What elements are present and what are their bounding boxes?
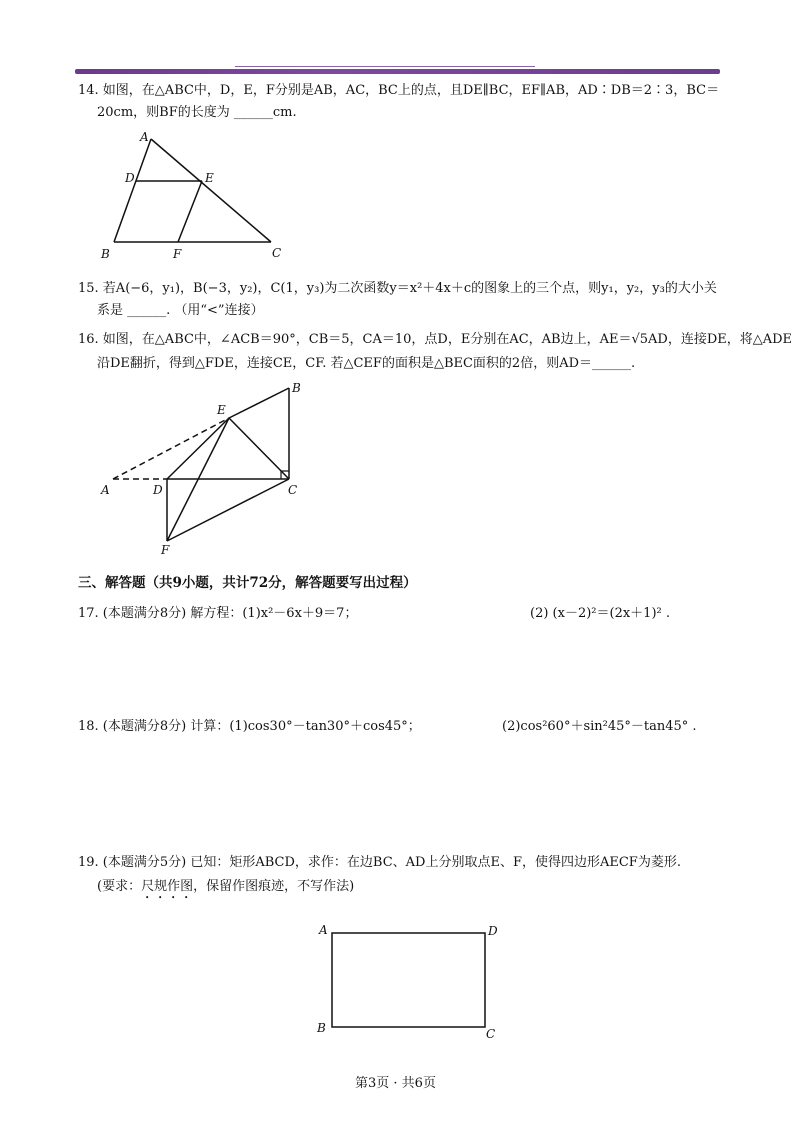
q17-part-1: 17. (本题满分8分) 解方程：(1)x²－6x＋9＝7；	[78, 606, 358, 621]
q19-label-c: C	[486, 1027, 496, 1041]
q16-label-a: A	[101, 483, 110, 497]
q15-line-2: 系是 ______. （用“<”连接）	[97, 303, 264, 318]
q19-rectangle-abcd	[332, 933, 485, 1027]
q16-label-f: F	[161, 543, 170, 557]
q14-label-d: D	[125, 171, 135, 185]
q16-label-e: E	[217, 403, 226, 417]
page-footer: 第3页 · 共6页	[355, 1076, 436, 1091]
q16-triangle-figure	[95, 378, 320, 558]
q14-segment-ac	[151, 139, 271, 242]
q16-segment-eb	[229, 388, 289, 418]
q19-requirement-suffix: ，保留作图痕迹，不写作法)	[193, 879, 355, 894]
q19-label-a: A	[319, 923, 328, 937]
q19-line-2	[97, 878, 354, 902]
q14-label-c: C	[272, 246, 282, 260]
q19-label-d: D	[488, 924, 498, 938]
q14-line-2: 20cm，则BF的长度为 ______cm.	[97, 105, 297, 120]
q19-label-b: B	[317, 1021, 326, 1035]
header-rule-thin	[235, 66, 535, 67]
q16-segment-de	[167, 418, 229, 479]
q14-segment-ef	[178, 181, 202, 242]
q14-line-1: 14. 如图，在△ABC中，D，E，F分别是AB，AC，BC上的点，且DE∥BC，EF∥AB，AD∶DB＝2∶3，BC＝	[78, 83, 720, 98]
q16-line-2: 沿DE翻折，得到△FDE，连接CE，CF. 若△CEF的面积是△BEC面积的2倍，则AD＝______.	[97, 356, 636, 371]
section-3-title: 三、解答题（共9小题，共计72分，解答题要写出过程）	[78, 575, 417, 591]
q14-triangle-figure	[90, 128, 300, 263]
q17-part-2: (2) (x－2)²＝(2x＋1)² .	[530, 606, 670, 621]
q16-label-d: D	[153, 483, 163, 497]
q19-rectangle-figure	[312, 918, 512, 1048]
q18-part-1: 18. (本题满分8分) 计算：(1)cos30°－tan30°＋cos45°；	[78, 719, 421, 734]
q19-requirement-prefix: (要求：	[97, 879, 142, 894]
q16-segment-ec	[229, 418, 289, 479]
q14-label-e: E	[205, 171, 214, 185]
q14-segment-ab	[114, 139, 151, 242]
q14-label-f: F	[173, 247, 182, 261]
q15-line-1: 15. 若A(−6，y₁)，B(−3，y₂)，C(1，y₃)为二次函数y＝x²＋4x＋c的图象上的三个点，则y₁，y₂，y₃的大小关	[78, 281, 717, 296]
q14-label-a: A	[140, 130, 149, 144]
q16-segment-fc	[167, 479, 289, 541]
q14-label-b: B	[101, 247, 110, 261]
q19-line-1: 19. (本题满分5分) 已知：矩形ABCD，求作：在边BC、AD上分别取点E、F，使得四边形AECF为菱形.	[78, 855, 681, 870]
q16-line-1: 16. 如图，在△ABC中，∠ACB＝90°，CB＝5，CA＝10，点D，E分别在AC，AB边上，AE＝√5AD，连接DE，将△ADE	[78, 332, 793, 347]
q16-segment-ae-dashed	[113, 418, 229, 479]
q18-part-2: (2)cos²60°＋sin²45°－tan45° .	[502, 719, 697, 734]
q16-label-b: B	[292, 381, 301, 395]
header-rule	[75, 69, 720, 74]
q19-requirement-emphasis: 尺规作图	[141, 879, 194, 894]
q16-label-c: C	[288, 483, 298, 497]
